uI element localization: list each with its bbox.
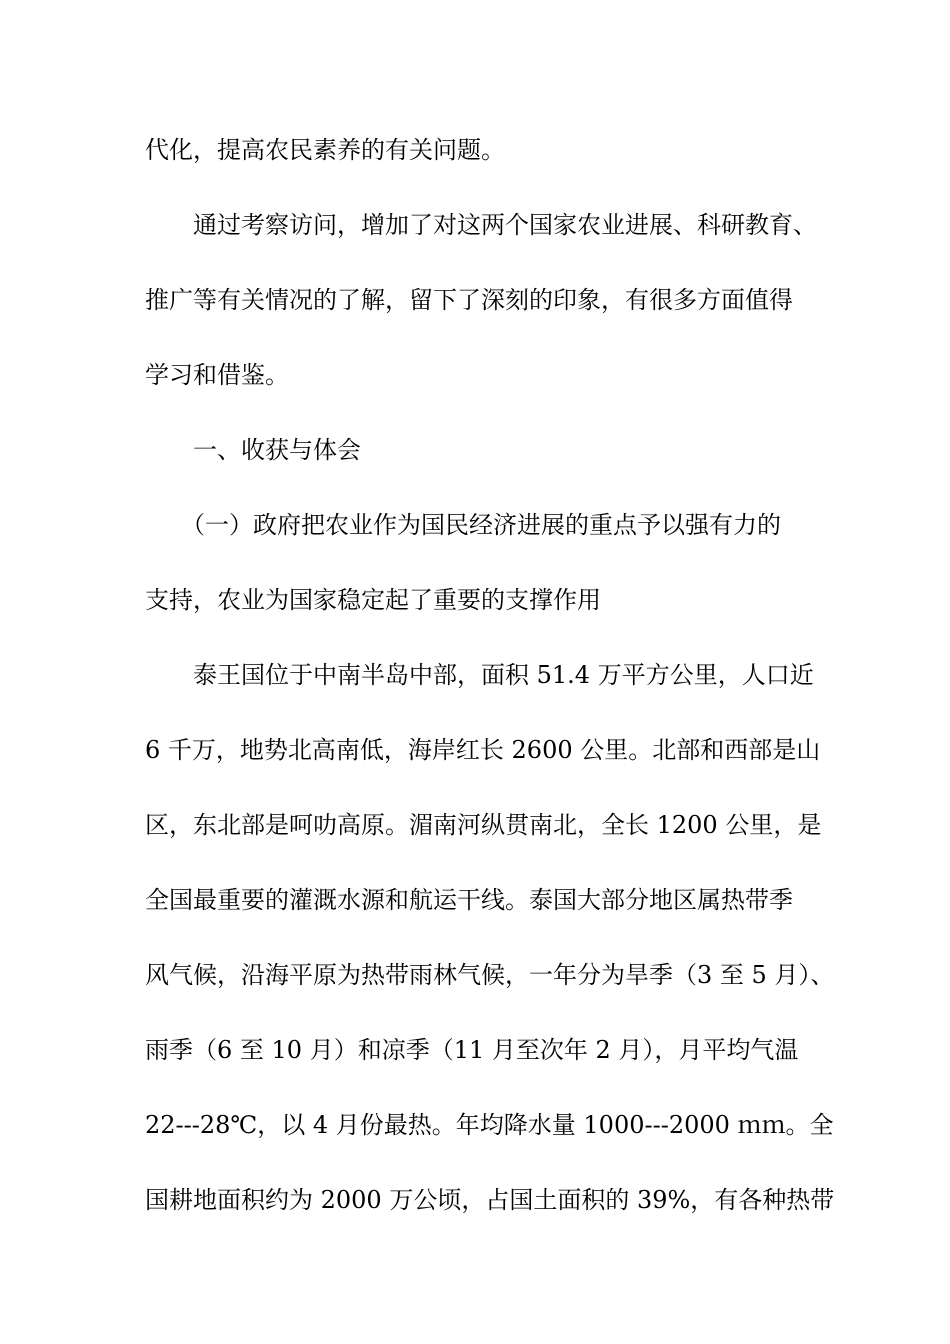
paragraph-line-14: 22---28℃，以 4 月份最热。年均降水量 1000---2000 ｍｍ。全	[145, 1111, 834, 1139]
subsection-heading-line-1: （一）政府把农业作为国民经济进展的重点予以强有力的	[181, 511, 781, 539]
paragraph-line-12: 风气候，沿海平原为热带雨林气候，一年分为旱季（3 至 5 月）、	[145, 961, 835, 989]
paragraph-line-10: 区，东北部是呵叻高原。湄南河纵贯南北，全长 1200 公里，是	[145, 811, 822, 839]
section-heading: 一、收获与体会	[193, 436, 361, 464]
paragraph-line-2: 通过考察访问，增加了对这两个国家农业进展、科研教育、	[193, 211, 817, 239]
paragraph-line-11: 全国最重要的灌溉水源和航运干线。泰国大部分地区属热带季	[145, 886, 793, 914]
subsection-heading-line-2: 支持，农业为国家稳定起了重要的支撑作用	[145, 586, 601, 614]
paragraph-line-15: 国耕地面积约为 2000 万公顷，占国土面积的 39%，有各种热带	[145, 1186, 835, 1214]
paragraph-line-3: 推广等有关情况的了解，留下了深刻的印象，有很多方面值得	[145, 286, 793, 314]
paragraph-line-1: 代化，提高农民素养的有关问题。	[145, 136, 505, 164]
paragraph-line-13: 雨季（6 至 10 月）和凉季（11 月至次年 2 月），月平均气温	[145, 1036, 799, 1064]
paragraph-line-9: 6 千万，地势北高南低，海岸红长 2600 公里。北部和西部是山	[145, 736, 821, 764]
paragraph-line-8: 泰王国位于中南半岛中部，面积 51.4 万平方公里，人口近	[193, 661, 814, 689]
paragraph-line-4: 学习和借鉴。	[145, 361, 289, 389]
